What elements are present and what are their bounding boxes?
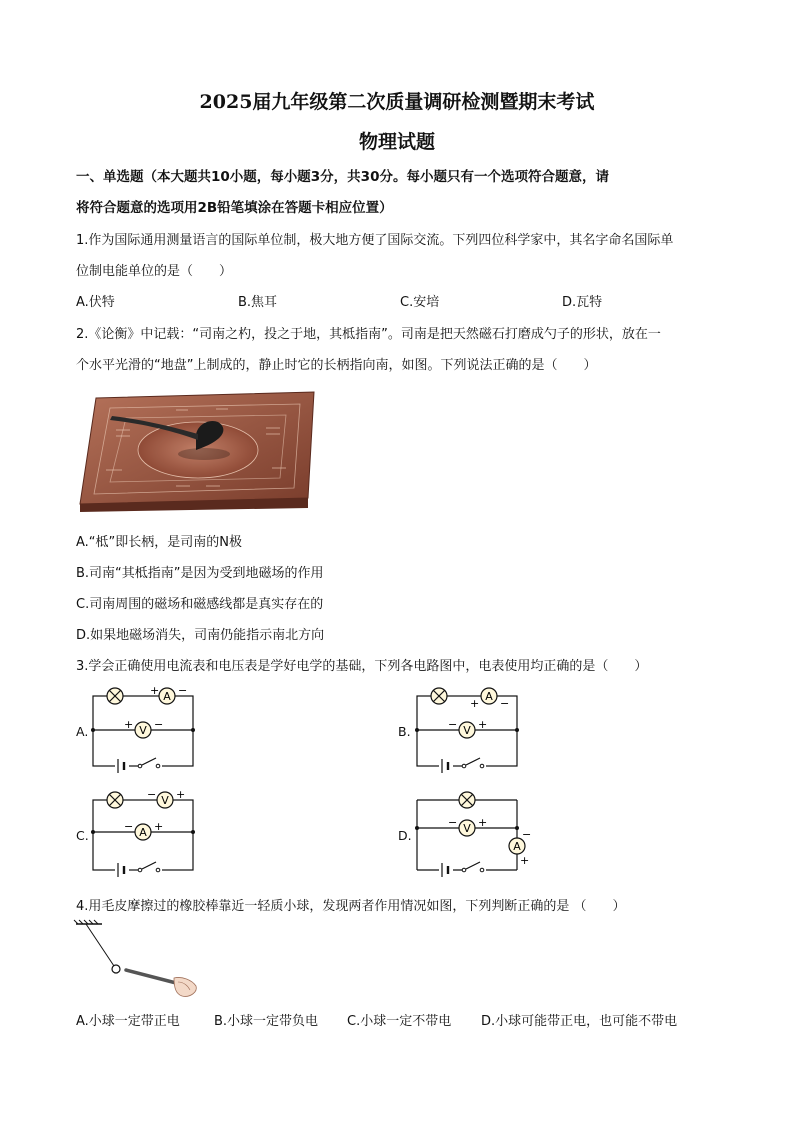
pendulum-rod-figure bbox=[74, 920, 204, 1000]
q4-option-b: B.小球一定带负电 bbox=[214, 1014, 319, 1029]
q4-option-c: C.小球一定不带电 bbox=[347, 1014, 452, 1029]
svg-text:A: A bbox=[163, 690, 171, 703]
circuit-a-label: A. bbox=[76, 724, 89, 739]
q1-stem-line1: 1.作为国际通用测量语言的国际单位制，极大地方便了国际交流。下列四位科学家中，其名字命名国际单 bbox=[76, 233, 674, 248]
svg-text:−: − bbox=[448, 816, 458, 829]
q1-option-c: C.安培 bbox=[400, 295, 440, 310]
svg-text:V: V bbox=[463, 822, 471, 835]
ammeter-icon bbox=[159, 688, 175, 704]
svg-text:V: V bbox=[139, 724, 147, 737]
svg-text:−: − bbox=[448, 718, 458, 731]
svg-text:−: − bbox=[124, 820, 134, 833]
lamp-icon bbox=[431, 688, 447, 704]
q1-stem-line2: 位制电能单位的是（ ） bbox=[76, 264, 233, 279]
svg-text:+: + bbox=[150, 684, 160, 697]
voltmeter-icon bbox=[135, 722, 151, 738]
section-heading-line1: 一、单选题（本大题共10小题，每小题3分，共30分。每小题只有一个选项符合题意，请 bbox=[76, 169, 609, 185]
svg-text:+: + bbox=[478, 816, 488, 829]
circuit-c bbox=[90, 788, 200, 878]
q1-option-b: B.焦耳 bbox=[238, 295, 278, 310]
svg-text:A: A bbox=[485, 690, 493, 703]
circuit-c-label: C. bbox=[76, 828, 89, 843]
svg-text:+: + bbox=[124, 718, 134, 731]
lamp-icon bbox=[107, 792, 123, 808]
svg-text:−: − bbox=[178, 684, 188, 697]
svg-text:+: + bbox=[478, 718, 488, 731]
voltmeter-icon bbox=[459, 722, 475, 738]
q2-option-a: A.“柢”即长柄，是司南的N极 bbox=[76, 535, 242, 550]
q1-option-d: D.瓦特 bbox=[562, 295, 603, 310]
svg-text:−: − bbox=[500, 697, 510, 710]
sinan-compass-figure bbox=[76, 390, 316, 512]
circuit-a bbox=[90, 684, 200, 774]
circuit-d bbox=[414, 788, 534, 878]
page-title: 2025届九年级第二次质量调研检测暨期末考试 bbox=[199, 91, 595, 113]
page-subtitle: 物理试题 bbox=[358, 131, 435, 153]
q1-option-a: A.伏特 bbox=[76, 295, 115, 310]
svg-text:V: V bbox=[161, 794, 169, 807]
svg-text:+: + bbox=[154, 820, 164, 833]
circuit-b bbox=[414, 684, 524, 774]
svg-text:−: − bbox=[154, 718, 164, 731]
lamp-icon bbox=[459, 792, 475, 808]
q2-option-b: B.司南“其柢指南”是因为受到地磁场的作用 bbox=[76, 566, 324, 581]
voltmeter-icon bbox=[459, 820, 475, 836]
q3-stem: 3.学会正确使用电流表和电压表是学好电学的基础，下列各电路图中，电表使用均正确的是（ ） bbox=[76, 659, 648, 674]
svg-text:A: A bbox=[513, 840, 521, 853]
svg-text:A: A bbox=[139, 826, 147, 839]
svg-text:+: + bbox=[176, 788, 186, 801]
q2-option-c: C.司南周围的磁场和磁感线都是真实存在的 bbox=[76, 597, 324, 612]
voltmeter-icon bbox=[157, 792, 173, 808]
svg-text:−: − bbox=[522, 828, 532, 841]
q4-option-d: D.小球可能带正电，也可能不带电 bbox=[481, 1014, 678, 1029]
svg-text:V: V bbox=[463, 724, 471, 737]
q2-stem-line1: 2.《论衡》中记载：“司南之杓，投之于地，其柢指南”。司南是把天然磁石打磨成勺子的形状，放在一 bbox=[76, 327, 661, 342]
ammeter-icon bbox=[481, 688, 497, 704]
svg-text:−: − bbox=[147, 788, 157, 801]
section-heading-line2: 将符合题意的选项用2B铅笔填涂在答题卡相应位置） bbox=[76, 200, 393, 216]
circuit-d-label: D. bbox=[398, 828, 412, 843]
ammeter-icon bbox=[135, 824, 151, 840]
svg-text:+: + bbox=[470, 697, 480, 710]
q2-option-d: D.如果地磁场消失，司南仍能指示南北方向 bbox=[76, 628, 325, 643]
q4-option-a: A.小球一定带正电 bbox=[76, 1014, 180, 1029]
lamp-icon bbox=[107, 688, 123, 704]
q2-stem-line2: 个水平光滑的“地盘”上制成的，静止时它的长柄指向南，如图。下列说法正确的是（ ） bbox=[76, 358, 597, 373]
svg-text:+: + bbox=[520, 854, 530, 867]
circuit-b-label: B. bbox=[398, 724, 411, 739]
q4-stem: 4.用毛皮摩擦过的橡胶棒靠近一轻质小球，发现两者作用情况如图，下列判断正确的是 （ ） bbox=[76, 899, 626, 914]
